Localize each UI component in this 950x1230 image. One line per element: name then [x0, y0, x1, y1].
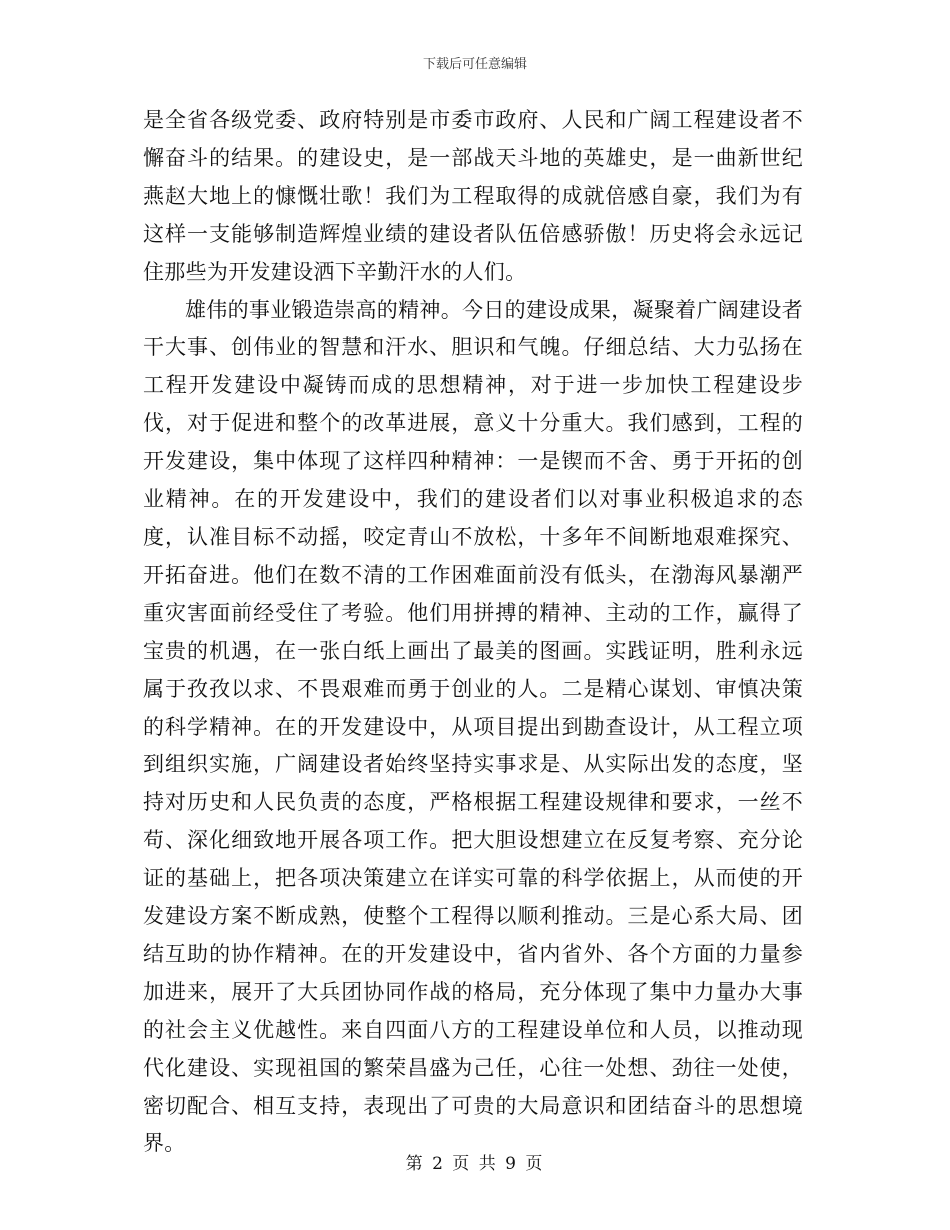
page-number-footer: 第 2 页 共 9 页: [405, 1154, 545, 1174]
paragraph-1: 是全省各级党委、政府特别是市委市政府、人民和广阔工程建设者不懈奋斗的结果。的建设史，是一部战天斗地的英雄史，是一曲新世纪燕赵大地上的慷慨壮歌！我们为工程取得的成就倍感自豪，我们为有这样一支能够制造辉煌业绩的建设者队伍倍感骄傲！历史将会永远记住那些为开发建设洒下辛勤汗水的人们。: [143, 108, 803, 284]
document-body: [143, 102, 803, 1163]
paragraph-2: 雄伟的事业锻造崇高的精神。今日的建设成果，凝聚着广阔建设者干大事、创伟业的智慧和汗水、胆识和气魄。仔细总结、大力弘扬在工程开发建设中凝铸而成的思想精神，对于进一步加快工程建设步伐，对于促进和整个的改革进展，意义十分重大。我们感到，工程的开发建设，集中体现了这样四种精神：一是锲而不舍、勇于开拓的创业精神。在的开发建设中，我们的建设者们以对事业积极追求的态度，认准目标不动摇，咬定青山不放松，十多年不间断地艰难探究、开拓奋进。他们在数不清的工作困难面前没有低头，在渤海风暴潮严重灾害面前经受住了考验。他们用拼搏的精神、主动的工作，赢得了宝贵的机遇，在一张白纸上画出了最美的图画。实践证明，胜利永远属于孜孜以求、不畏艰难而勇于创业的人。二是精心谋划、审慎决策的科学精神。在的开发建设中，从项目提出到勘查设计，从工程立项到组织实施，广阔建设者始终坚持实事求是、从实际出发的态度，坚持对历史和人民负责的态度，严格根据工程建设规律和要求，一丝不苟、深化细致地开展各项工作。把大胆设想建立在反复考察、充分论证的基础上，把各项决策建立在详实可靠的科学依据上，从而使的开发建设方案不断成熟，使整个工程得以顺利推动。三是心系大局、团结互助的协作精神。在的开发建设中，省内省外、各个方面的力量参加进来，展开了大兵团协同作战的格局，充分体现了集中力量办大事的社会主义优越性。来自四面八方的工程建设单位和人员，以推动现代化建设、实现祖国的繁荣昌盛为己任，心往一处想、劲往一处使，密切配合、相互支持，表现出了可贵的大局意识和团结奋斗的思想境界。: [143, 297, 803, 1156]
page-header: 下载后可任意编辑: [422, 57, 527, 72]
